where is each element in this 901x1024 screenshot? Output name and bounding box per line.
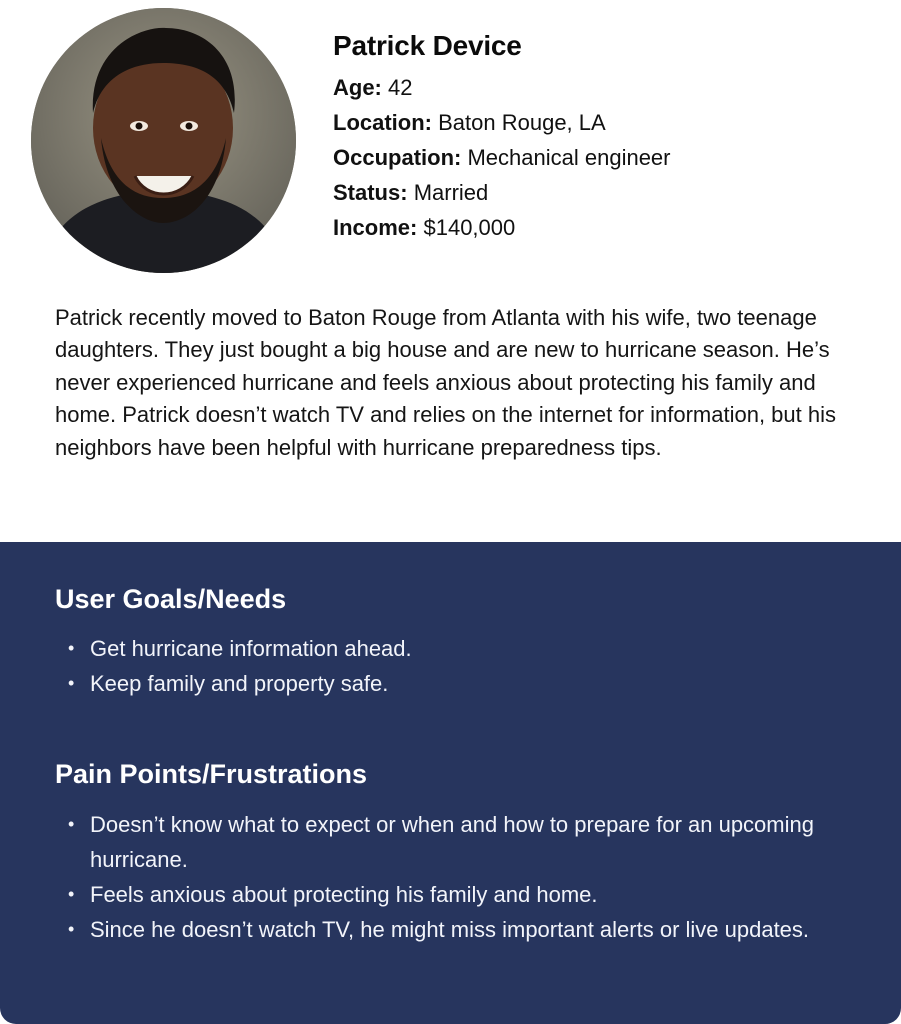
profile-income — [333, 210, 873, 245]
person-photo-icon — [31, 8, 296, 273]
list-item-text: Doesn’t know what to expect or when and how to prepare for an upcoming hurricane. — [90, 812, 814, 872]
field-value: $140,000 — [423, 215, 516, 240]
field-value: 42 — [388, 75, 413, 100]
profile-info — [333, 30, 873, 245]
field-value: Mechanical engineer — [467, 145, 671, 170]
profile-status — [333, 175, 873, 210]
bullet-icon: • — [68, 884, 75, 904]
profile-age — [333, 70, 873, 105]
profile-location — [333, 105, 873, 140]
bullet-icon: • — [68, 814, 75, 834]
field-value: Baton Rouge, LA — [438, 110, 606, 135]
field-label: Age: — [333, 75, 382, 100]
list-item — [68, 912, 850, 947]
profile-occupation — [333, 140, 873, 175]
list-item-text: Since he doesn’t watch TV, he might miss important alerts or live updates. — [90, 917, 810, 942]
bullet-icon: • — [68, 638, 75, 658]
list-item-text: Keep family and property safe. — [90, 671, 389, 696]
list-item — [68, 877, 850, 912]
field-label: Location: — [333, 110, 432, 135]
bullet-icon: • — [68, 919, 75, 939]
profile-bio: Patrick recently moved to Baton Rouge from Atlanta with his wife, two teenage daughters. They just bought a big house and are new to hurricane season. He’s never experienced hurricane and feels anxious about protecting his family and home. Patrick doesn’t watch TV and relies on the internet for information, but his neighbors have been helpful with hurricane preparedness tips. — [55, 305, 836, 460]
list-item — [68, 631, 850, 666]
field-label: Occupation: — [333, 145, 462, 170]
list-item — [68, 666, 850, 701]
list-item-text: Get hurricane information ahead. — [90, 636, 412, 661]
profile-name: Patrick Device — [333, 30, 522, 61]
profile-photo — [31, 8, 296, 273]
list-item — [68, 807, 850, 877]
goals-list — [68, 631, 850, 701]
pain-points-list — [68, 807, 850, 947]
field-label: Status: — [333, 180, 408, 205]
pain-points-title: Pain Points/Frustrations — [55, 759, 368, 789]
goals-pain-panel — [0, 542, 901, 1024]
field-label: Income: — [333, 215, 418, 240]
list-item-text: Feels anxious about protecting his family and home. — [90, 882, 598, 907]
bullet-icon: • — [68, 673, 75, 693]
goals-title: User Goals/Needs — [55, 584, 287, 614]
field-value: Married — [413, 180, 489, 205]
